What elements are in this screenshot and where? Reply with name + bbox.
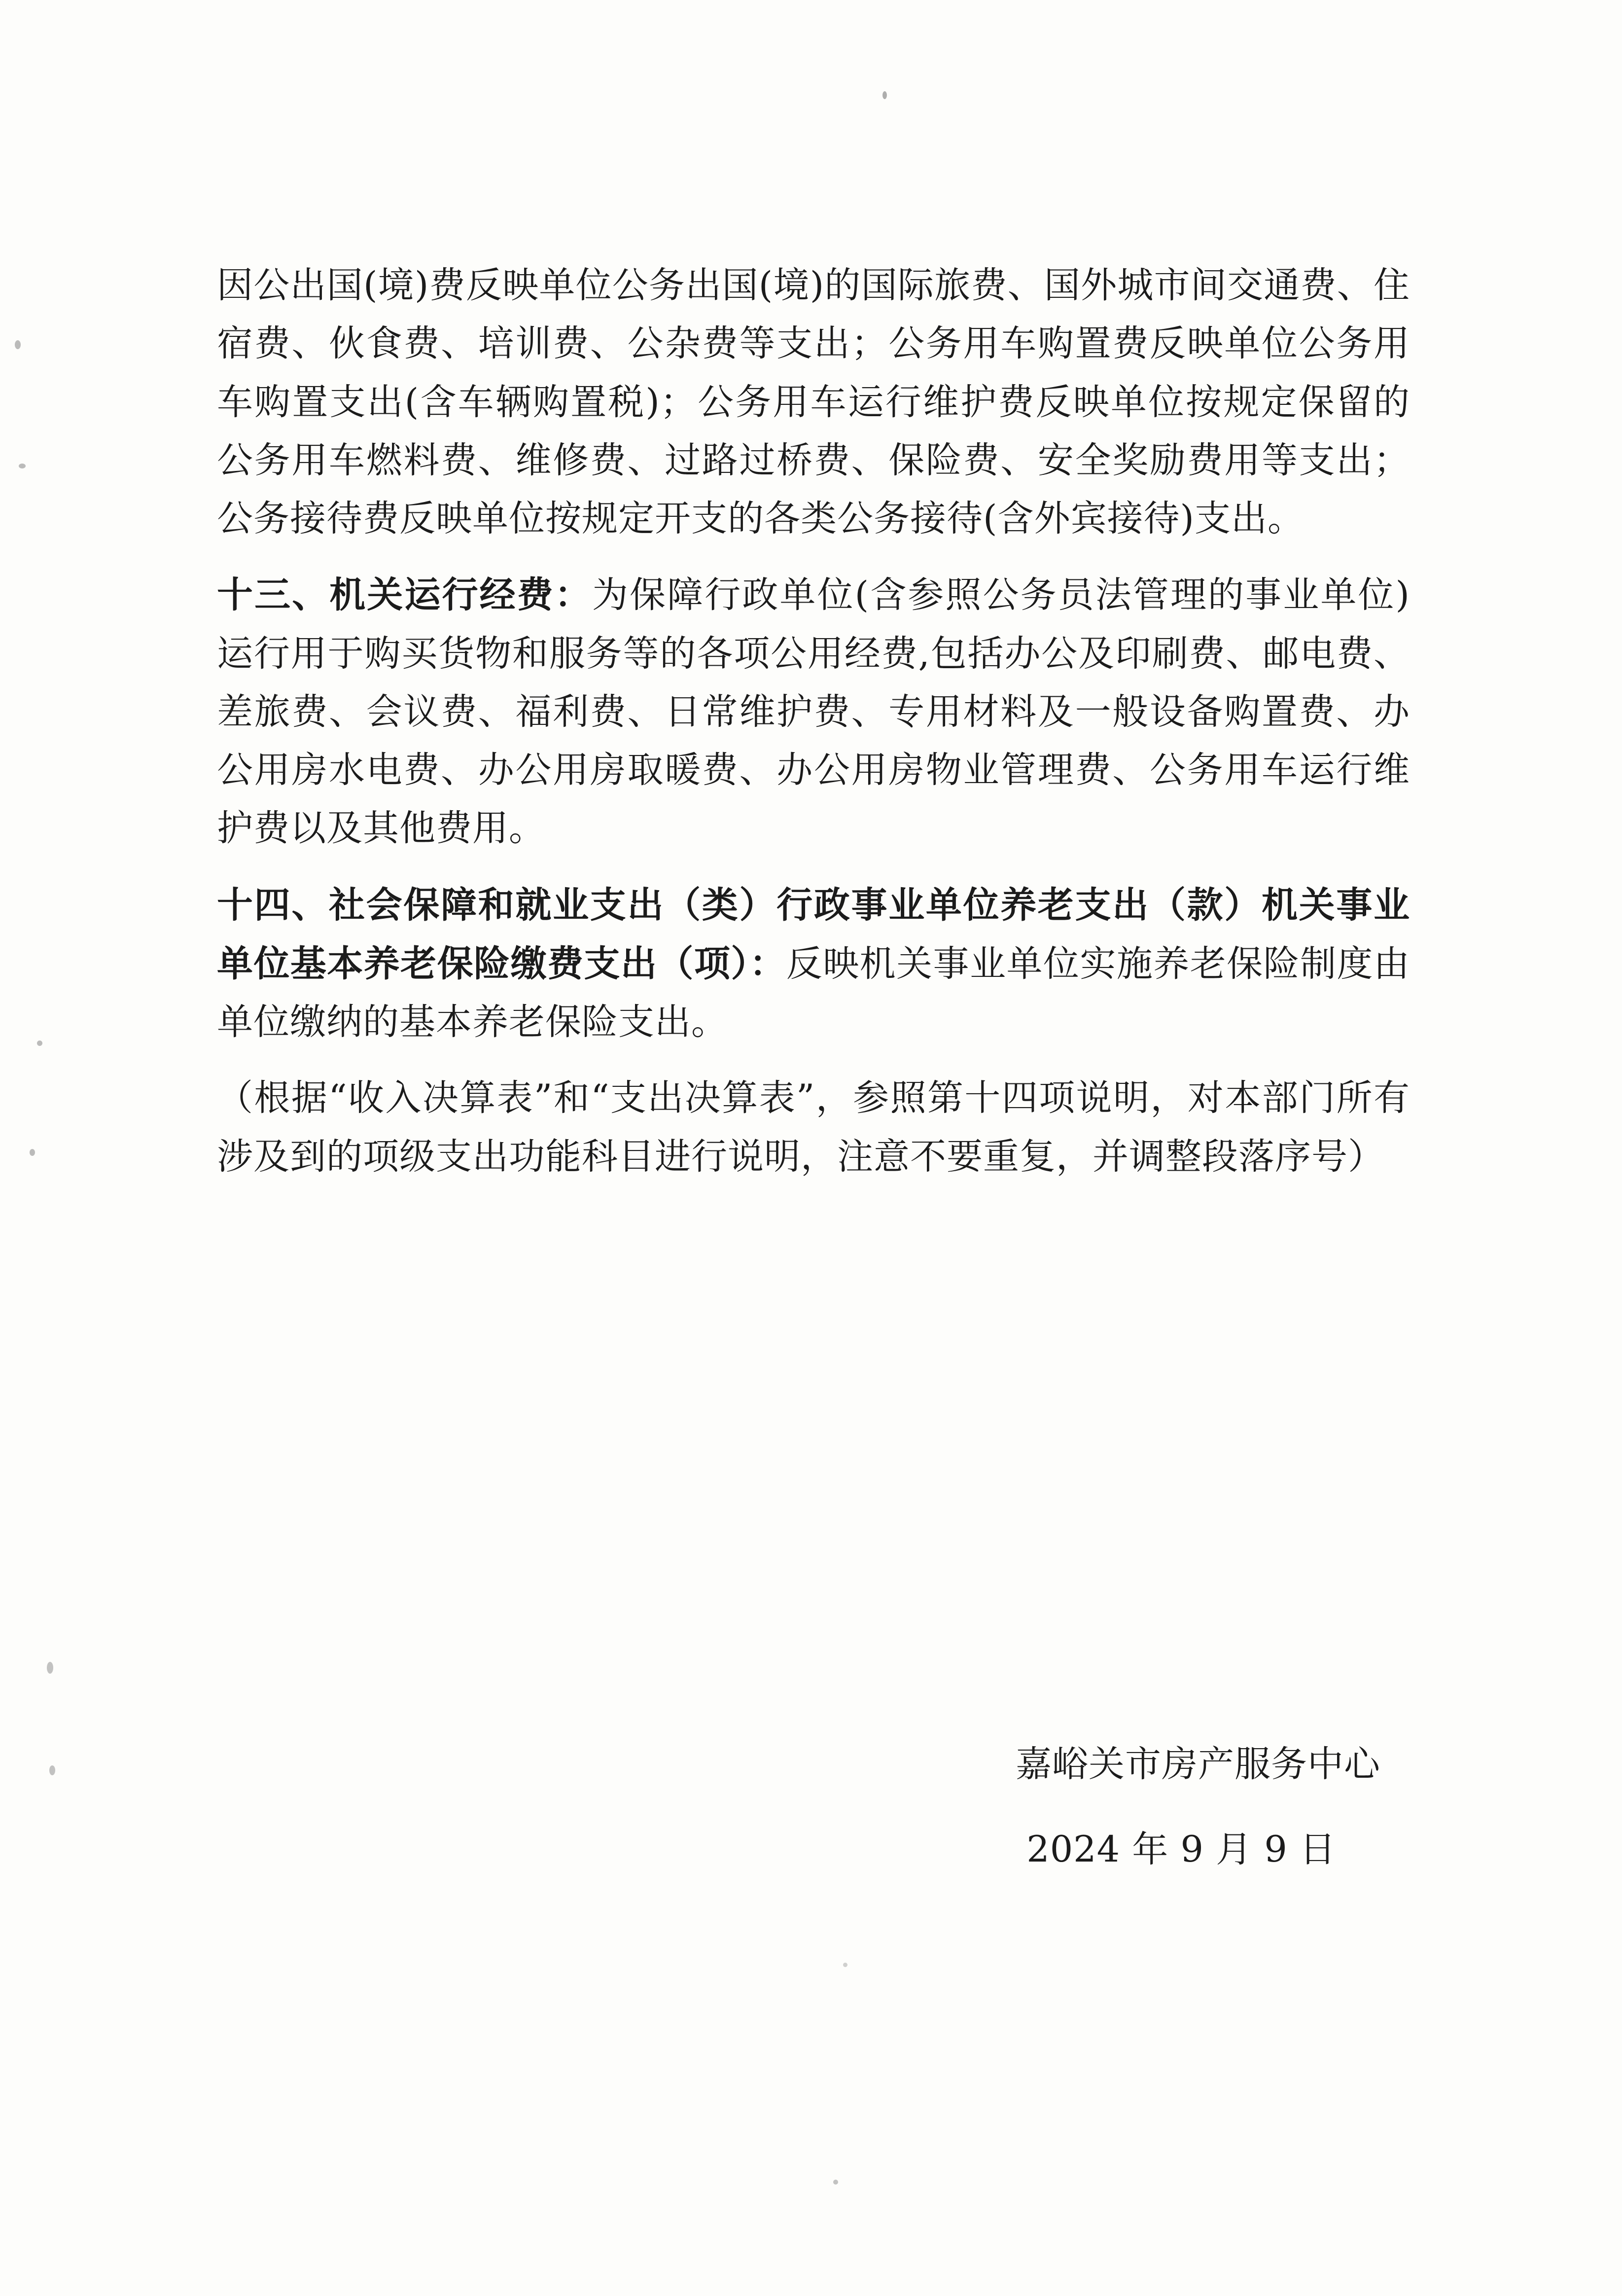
paragraph-editorial-note — [217, 1069, 1410, 1186]
issue-date: 2024 年 9 月 9 日 — [1026, 1828, 1336, 1870]
scan-artifact-mark — [47, 1662, 53, 1674]
paragraph-item-14 — [217, 876, 1410, 1052]
paragraph-text: （根据“收入决算表”和“支出决算表”，参照第十四项说明，对本部门所有涉及到的项级支出功能科目进行说明，注意不要重复，并调整段落序号） — [217, 1077, 1410, 1178]
paragraph-text: 为保障行政单位(含参照公务员法管理的事业单位)运行用于购买货物和服务等的各项公用经费,包括办公及印刷费、邮电费、差旅费、会议费、福利费、日常维护费、专用材料及一般设备购置费、办公用房水电费、办公用房取暖费、办公用房物业管理费、公务用车运行维护费以及其他费用。 — [217, 574, 1410, 850]
scan-artifact-mark — [843, 1963, 847, 1967]
signature-block — [217, 1736, 1410, 1879]
scan-artifact-mark — [49, 1765, 55, 1775]
paragraph-foreign-travel — [217, 256, 1410, 548]
scan-artifact-mark — [30, 1149, 35, 1156]
issuing-organization: 嘉峪关市房产服务中心 — [1016, 1743, 1380, 1785]
scan-artifact-dot — [833, 2180, 838, 2185]
scan-artifact-mark — [19, 464, 26, 468]
scan-artifact-mark — [37, 1040, 42, 1046]
document-body — [217, 256, 1410, 1204]
paragraph-item-13 — [217, 566, 1410, 858]
paragraph-text: 因公出国(境)费反映单位公务出国(境)的国际旅费、国外城市间交通费、住宿费、伙食费、培训费、公杂费等支出；公务用车购置费反映单位公务用车购置支出(含车辆购置税)；公务用车运行维护费反映单位按规定保留的公务用车燃料费、维修费、过路过桥费、保险费、安全奖励费用等支出；公务接待费反映单位按规定开支的各类公务接待(含外宾接待)支出。 — [217, 264, 1410, 539]
paragraph-text: 反映机关事业单位实施养老保险制度由单位缴纳的基本养老保险支出。 — [217, 942, 1410, 1043]
paragraph-heading-lead: 十四、社会保障和就业支出（类）行政事业单位养老支出（款）机关事业单位基本养老保险缴费支出（项）： — [217, 883, 1410, 985]
scan-artifact-dot — [882, 91, 887, 99]
scan-artifact-mark — [15, 340, 21, 349]
paragraph-heading-lead: 十三、机关运行经费： — [217, 574, 592, 616]
